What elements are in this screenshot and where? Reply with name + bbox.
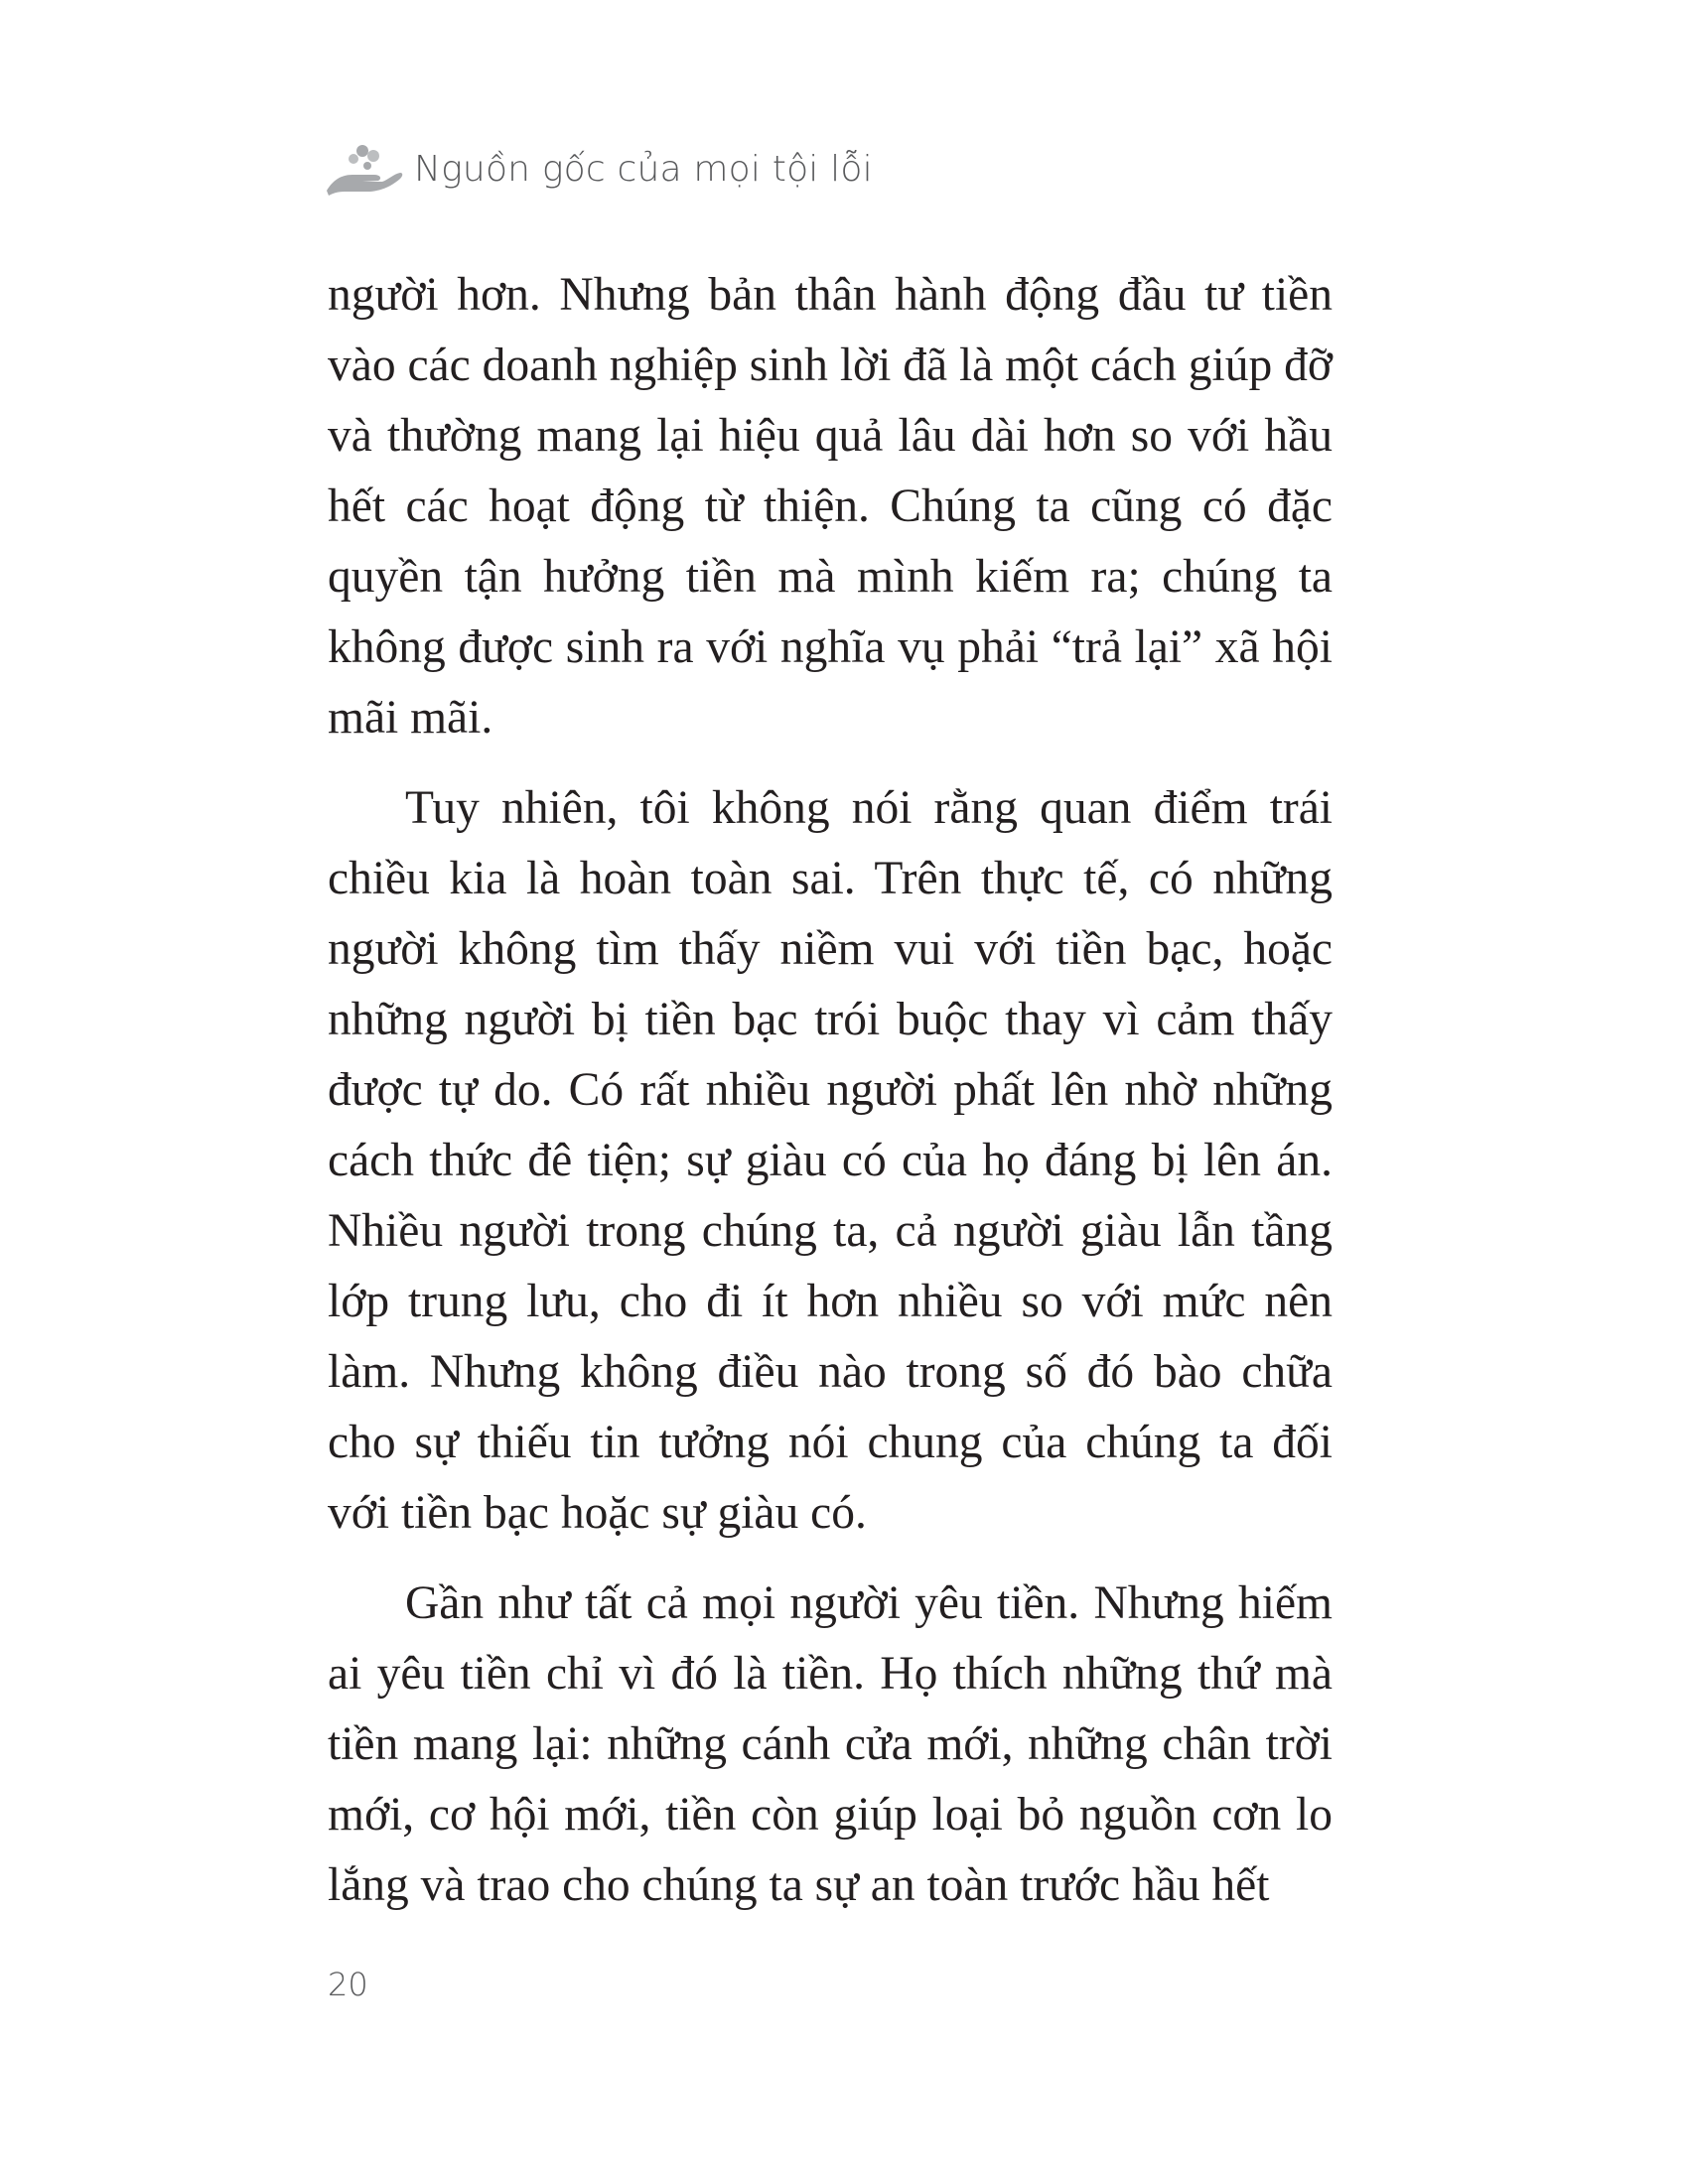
- running-header: [323, 139, 873, 199]
- hand-with-coins-icon: [323, 141, 404, 197]
- running-header-title: Nguồn gốc của mọi tội lỗi: [414, 148, 873, 190]
- paragraph: người hơn. Nhưng bản thân hành động đầu tư tiền vào các doanh nghiệp sinh lời đã là một cách giúp đỡ và thường mang lại hiệu quả lâu dài hơn so với hầu hết các hoạt động từ thiện. Chúng ta cũng có đặc quyền tận hưởng tiền mà mình kiếm ra; chúng ta không được sinh ra với nghĩa vụ phải “trả lại” xã hội mãi mãi.: [328, 269, 1333, 744]
- page-number: 20: [328, 1966, 368, 2003]
- body-text: [328, 260, 1333, 1941]
- paragraph: Tuy nhiên, tôi không nói rằng quan điểm trái chiều kia là hoàn toàn sai. Trên thực tế, có những người không tìm thấy niềm vui với tiền bạc, hoặc những người bị tiền bạc trói buộc thay vì cảm thấy được tự do. Có rất nhiều người phất lên nhờ những cách thức đê tiện; sự giàu có của họ đáng bị lên án. Nhiều người trong chúng ta, cả người giàu lẫn tầng lớp trung lưu, cho đi ít hơn nhiều so với mức nên làm. Nhưng không điều nào trong số đó bào chữa cho sự thiếu tin tưởng nói chung của chúng ta đối với tiền bạc hoặc sự giàu có.: [328, 782, 1333, 1539]
- paragraph: Gần như tất cả mọi người yêu tiền. Nhưng hiếm ai yêu tiền chỉ vì đó là tiền. Họ thích những thứ mà tiền mang lại: những cánh cửa mới, những chân trời mới, cơ hội mới, tiền còn giúp loại bỏ nguồn cơn lo lắng và trao cho chúng ta sự an toàn trước hầu hết: [328, 1577, 1333, 1911]
